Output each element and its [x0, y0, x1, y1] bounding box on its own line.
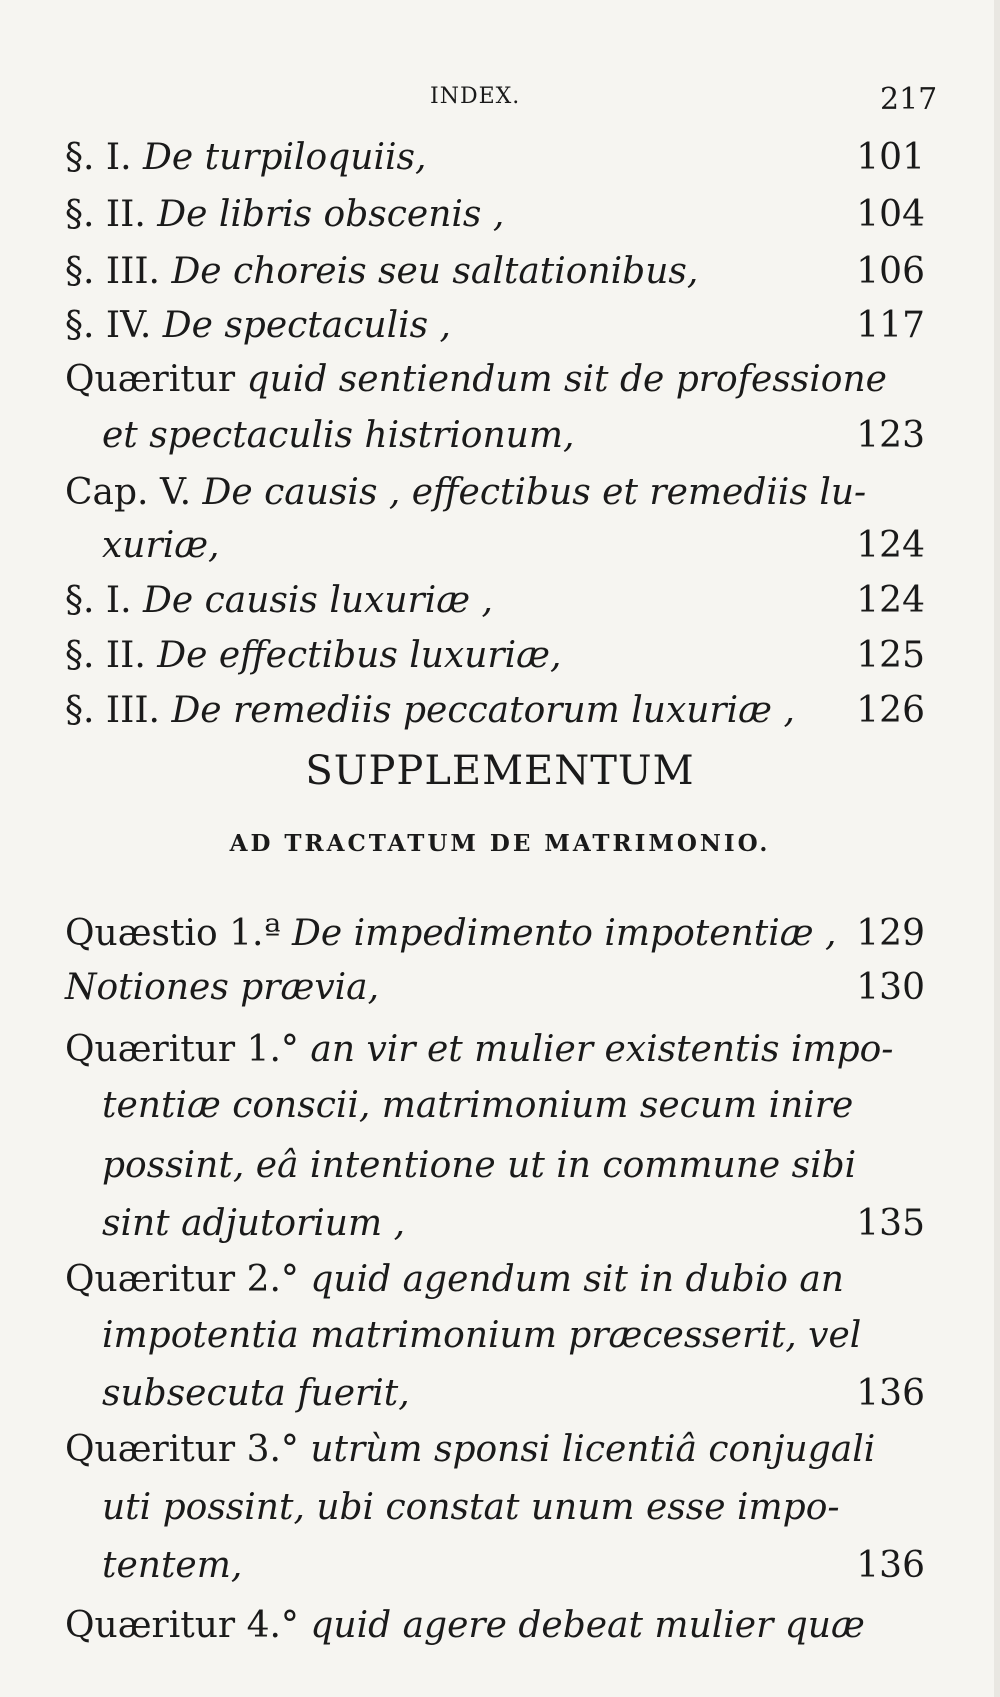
entry-page: 135 [856, 1203, 925, 1244]
entry-title: quid agendum sit in dubio an [310, 1259, 844, 1300]
index-entry [65, 187, 925, 243]
index-entry-continuation [102, 1138, 925, 1194]
index-entry-continuation [102, 1078, 925, 1134]
index-entry [65, 352, 925, 408]
entry-title: subsecuta fuerit, [102, 1373, 410, 1414]
entry-title: quid agere debeat mulier quæ [310, 1605, 865, 1646]
entry-title: tentem, [102, 1545, 243, 1586]
entry-lead: Quæstio 1.ª [65, 913, 293, 954]
index-entry [65, 960, 925, 1016]
entry-title: an vir et mulier existentis impo- [310, 1029, 894, 1070]
running-header [0, 80, 1000, 120]
entry-lead: Quæritur 3.° [65, 1429, 311, 1470]
index-entry-continuation [102, 1538, 925, 1594]
header-page-number: 217 [880, 82, 938, 117]
index-entry [65, 298, 925, 354]
entry-page: 101 [856, 137, 925, 178]
index-entry [65, 683, 925, 739]
entry-page: 123 [856, 415, 925, 456]
entry-title: utrùm sponsi licentiâ conjugali [310, 1429, 876, 1470]
entry-page: 124 [856, 580, 925, 621]
entry-page: 130 [856, 967, 925, 1008]
index-entry-continuation [102, 1196, 925, 1252]
entry-lead: §. I. [65, 137, 143, 178]
index-entry-continuation [102, 1308, 925, 1364]
entry-page: 106 [856, 251, 925, 292]
index-entry-continuation [102, 1366, 925, 1422]
entry-lead: §. III. [65, 690, 172, 731]
entry-title: Notiones prævia, [65, 967, 380, 1008]
entry-title: De libris obscenis , [157, 194, 505, 235]
supplement-subheading: AD TRACTATUM DE MATRIMONIO. [229, 830, 771, 857]
entry-title: De spectaculis , [162, 305, 451, 346]
entry-lead: §. I. [65, 580, 143, 621]
index-entry [65, 906, 925, 962]
entry-lead: §. II. [65, 194, 158, 235]
entry-title: De turpiloquiis, [143, 137, 427, 178]
entry-title: tentiæ conscii, matrimonium secum inire [102, 1085, 854, 1126]
entry-lead: §. III. [65, 251, 172, 292]
entry-page: 125 [856, 635, 925, 676]
header-title: INDEX. [430, 84, 521, 109]
entry-lead: §. IV. [65, 305, 163, 346]
entry-lead: Quæritur [65, 359, 247, 400]
entry-page: 117 [856, 305, 925, 346]
entry-title: De effectibus luxuriæ, [157, 635, 562, 676]
entry-lead: Quæritur 4.° [65, 1605, 311, 1646]
index-entry [65, 465, 925, 521]
entry-title: De choreis seu saltationibus, [171, 251, 699, 292]
entry-lead: §. II. [65, 635, 158, 676]
supplement-heading: SUPPLEMENTUM [305, 748, 695, 794]
entry-page: 126 [856, 690, 925, 731]
entry-page: 136 [856, 1373, 925, 1414]
index-entry [65, 1598, 925, 1654]
index-entry [65, 1252, 925, 1308]
entry-page: 136 [856, 1545, 925, 1586]
entry-page: 104 [856, 194, 925, 235]
entry-title: quid sentiendum sit de professione [246, 359, 887, 400]
index-entry [65, 628, 925, 684]
entry-page: 124 [856, 525, 925, 566]
index-entry-continuation [102, 408, 925, 464]
entry-lead: Quæritur 1.° [65, 1029, 311, 1070]
entry-title: De causis , effectibus et remediis lu- [202, 472, 867, 513]
entry-title: De impedimento impotentiæ , [292, 913, 837, 954]
entry-title: uti possint, ubi constat unum esse impo- [102, 1487, 840, 1528]
entry-title: De remediis peccatorum luxuriæ , [171, 690, 795, 731]
index-entry [65, 1022, 925, 1078]
entry-lead: Quæritur 2.° [65, 1259, 311, 1300]
index-entry-continuation [102, 1480, 925, 1536]
entry-title: impotentia matrimonium præcesserit, vel [102, 1315, 862, 1356]
entry-title: De causis luxuriæ , [143, 580, 493, 621]
index-entry [65, 244, 925, 300]
entry-lead: Cap. V. [65, 472, 203, 513]
entry-page: 129 [856, 913, 925, 954]
index-entry [65, 1422, 925, 1478]
index-entry [65, 130, 925, 186]
entry-title: xuriæ, [102, 525, 220, 566]
entry-title: possint, eâ intentione ut in commune sibi [102, 1145, 857, 1186]
entry-title: sint adjutorium , [102, 1203, 406, 1244]
index-entry [65, 573, 925, 629]
index-entry-continuation [102, 518, 925, 574]
entry-title: et spectaculis histrionum, [102, 415, 575, 456]
